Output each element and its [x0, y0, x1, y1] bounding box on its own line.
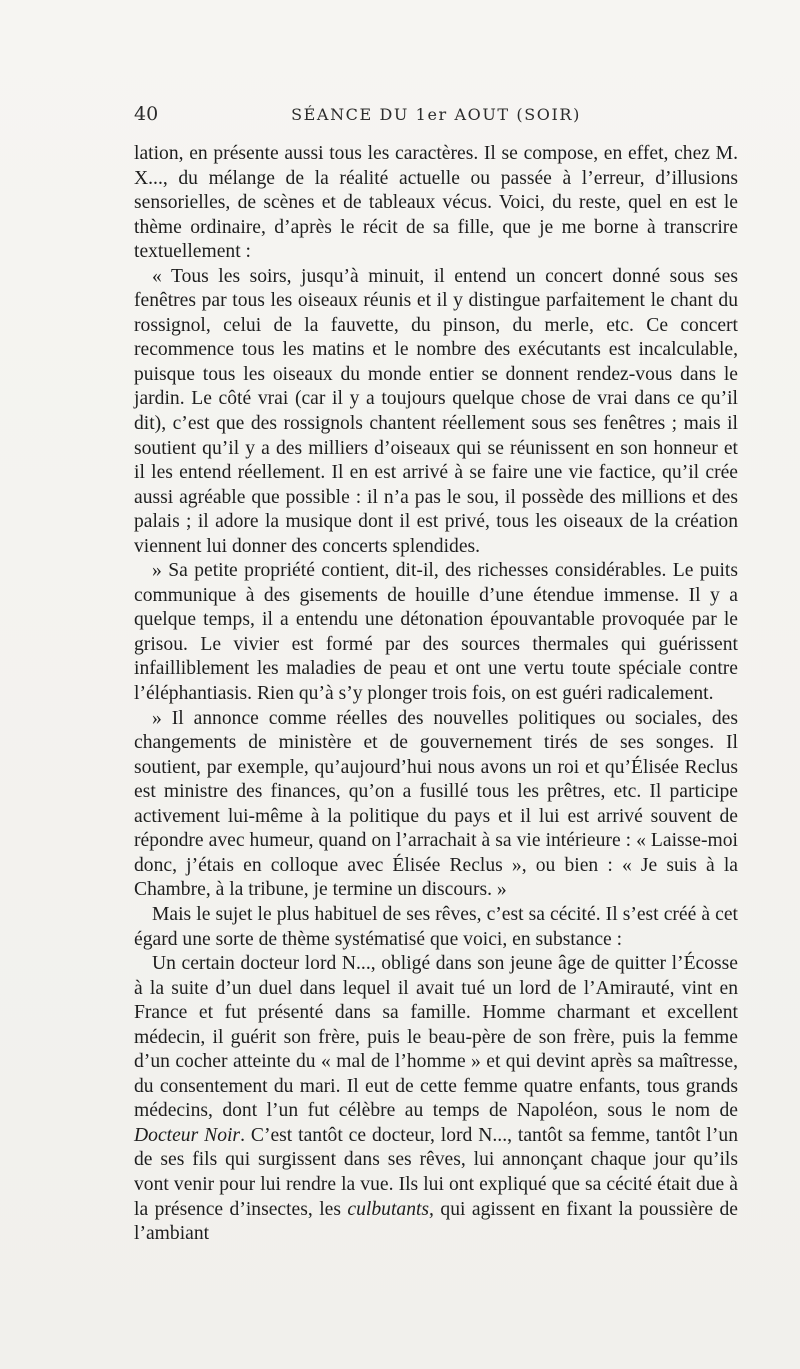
paragraph-4: » Il annonce comme réelles des nouvelles politiques ou sociales, des changements de ministère et de gouvernement tirés de ses songes. Il soutient, par exemple, qu’aujourd’hui nous avons un roi et qu’Élisée Reclus est ministre des finances, qu’on a fusillé tous les prêtres, etc. Il participe activement lui-même à la politique du pays et il lui est arrivé souvent de répondre avec humeur, quand on l’arrachait à sa vie intérieure : « Laisse-moi donc, j’étais en colloque avec Élisée Reclus », ou bien : « Je suis à la Chambre, à la tribune, je termine un discours. »: [134, 707, 738, 901]
docteur-noir-italic: Docteur Noir: [134, 1124, 241, 1146]
paragraph-3: » Sa petite propriété contient, dit-il, des richesses considérables. Le puits communique à des gisements de houille d’une étendue immense. Il y a quelque temps, il a entendu une détonation épouvantable provoquée par le grisou. Le vivier est formé par des sources thermales qui guérissent infailliblement les maladies de peau et ont une vertu toute spéciale contre l’éléphantiasis. Rien qu’à s’y plonger trois fois, on est guéri radicalement.: [134, 560, 738, 705]
body-text: [134, 142, 738, 1247]
paragraph-6-text-1: Un certain docteur lord N..., obligé dans son jeune âge de quitter l’Écosse à la suite d’un duel dans lequel il avait tué un lord de l’Amirauté, vint en France et fut présenté dans sa famille. Homme charmant et excellent médecin, il guérit son frère, puis le beau-père de son frère, puis la femme d’un cocher atteinte du « mal de l’homme » et qui devint après sa maîtresse, du consentement du mari. Il eut de cette femme quatre enfants, tous grands médecins, dont l’un fut célèbre au temps de Napoléon, sous le nom de: [134, 953, 738, 1122]
paragraph-2: « Tous les soirs, jusqu’à minuit, il entend un concert donné sous ses fenêtres par tous les oiseaux réunis et il y distingue parfaitement le chant du rossignol, celui de la fauvette, du pinson, du merle, etc. Ce concert recommence tous les matins et le nombre des exécutants est incalculable, puisque tous les oiseaux du monde entier se donnent rendez-vous dans le jardin. Le côté vrai (car il y a toujours quelque chose de vrai dans ce qu’il dit), c’est que des rossignols chantent réellement sous ses fenêtres ; mais il soutient qu’il y a des milliers d’oiseaux qui se réunissent en son honneur et il les entend réellement. Il en est arrivé à se faire une vie factice, qu’il crée aussi agréable que possible : il n’a pas le sou, il possède des millions et des palais ; il adore la musique dont il est privé, tous les oiseaux de la création viennent lui donner des concerts splendides.: [134, 265, 738, 557]
paragraph-1: lation, en présente aussi tous les caractères. Il se compose, en effet, chez M. X..., du mélange de la réalité actuelle ou passée à l’erreur, d’illusions sensorielles, de scènes et de tableaux vécus. Voici, du reste, quel en est le thème ordinaire, d’après le récit de sa fille, que je me borne à transcrire textuellement :: [134, 143, 738, 263]
culbutants-italic: culbutants,: [347, 1198, 434, 1220]
paragraph-5: Mais le sujet le plus habituel de ses rêves, c’est sa cécité. Il s’est créé à cet égard une sorte de thème systématisé que voici, en substance :: [134, 903, 738, 950]
paragraph-6: [134, 952, 738, 1247]
page-number: 40: [134, 103, 159, 125]
running-head: SÉANCE DU 1er AOUT (SOIR): [291, 105, 581, 124]
page-header: [134, 103, 738, 127]
paragraph-6-text-3: qui agissent en fixant la poussière de l’ambiant: [134, 1198, 738, 1245]
paragraph-6-text-2: . C’est tantôt ce docteur, lord N..., tantôt sa femme, tantôt l’un de ses fils qui surgissent dans ses rêves, lui annonçant chaque jour qu’ils vont venir pour lui rendre la vue. Ils lui ont expliqué que sa cécité était due à la présence d’insectes, les: [134, 1124, 738, 1220]
